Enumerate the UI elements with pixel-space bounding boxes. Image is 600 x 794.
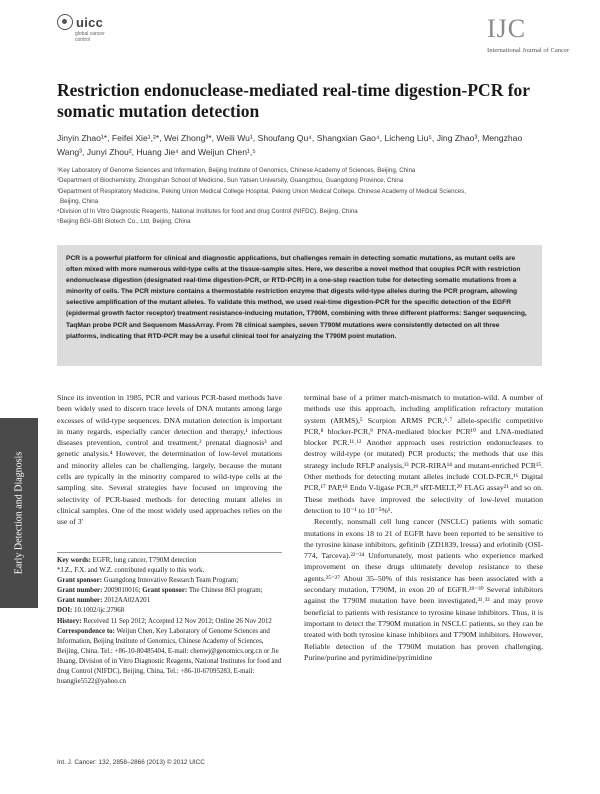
- body-paragraph: Recently, nonsmall cell lung cancer (NSCLC) patients with somatic mutations in exons 18 to 21 of EGFR have been reported to be sensitive to the tyrosine kinase inhibitors, gefitinib (ZD1839, Iressa) and erlotinib (OSI-774, Tarceva).²²⁻²⁴ Unfortunately, most patients who experience marked improvement on these drugs ultimately develop resistance to these agents.²⁵⁻²⁷ About 35–50% of this resistance has been associated with a secondary mutation, T790M, in exon 20 of EGFR.²⁸⁻³⁰ Several inhibitors against the T790M mutation have been investigated,³¹˒³² and may prove beneficial to patients with resistance to tyrosine kinase inhibitors. Thus, it is important to detect the T790M mutation in NSCLC patients, so they can be treated with both tyrosine kinase inhibitors and T790M inhibitors. However, Reliable detection of the T790M mutation has proven challenging. Purine/purine and pyrimidine/pyrimidine: [304, 517, 543, 662]
- history-line: [57, 617, 282, 627]
- page-footer: Int. J. Cancer: 132, 2858–2866 (2013) © 2012 UICC: [57, 759, 205, 766]
- grant-value: The Chinese 863 program;: [188, 587, 263, 595]
- body-paragraph: Since its invention in 1985, PCR and various PCR-based methods have been widely used to discern trace levels of DNA mutants among large excesses of wild-type sequences. DNA mutation detection is important in many regards, especially cancer detection and therapy,¹ infectious diseases prevention, control and treatment,² prenatal diagnosis³ and genetic analysis.⁴ However, the determination of low-level mutations and minority alleles can be challenging, largely, because the mutant cells are typically in the minority compared to wild-type cells at the sampling site. Several strategies have focused on improving the selectivity of PCR-based methods for detecting mutant alleles in clinical samples. One of the most widely used approaches relies on the use of 3′: [57, 393, 282, 527]
- equal-contribution-note: *J.Z., F.X. and W.Z. contributed equally to this work.: [57, 567, 205, 575]
- grant-label: Grant sponsor:: [57, 577, 102, 585]
- grant-number-label: Grant number:: [57, 587, 103, 595]
- section-sidebar-label: Early Detection and Diagnosis: [13, 451, 25, 575]
- doi-label: DOI:: [57, 607, 73, 615]
- journal-full-name: International Journal of Cancer: [487, 47, 570, 54]
- affiliation: ⁵Beijing BGI-GBI Biotech Co., Ltd, Beijing, China: [57, 218, 191, 226]
- section-sidebar: [0, 418, 38, 608]
- history-label: History:: [57, 617, 82, 625]
- keywords-value: EGFR, lung cancer, T790M detection: [92, 557, 197, 564]
- journal-abbreviation: IJC: [487, 14, 527, 43]
- article-notes: [57, 552, 282, 687]
- affiliation: ³Department of Respiratory Medicine, Peking Union Medical College Hospital, Peking Union Medical College, Chinese Academy of Medical Sciences,: [57, 187, 466, 195]
- author-list: Jinyin Zhao¹*, Feifei Xie¹,²*, Wei Zhong³*, Weili Wu¹, Shoufang Qu⁴, Shangxian Gao⁴, Licheng Liu⁵, Jing Zhao³, Mengzhao Wang³, Junyi Zhou², Huang Jie⁴ and Weijun Chen¹,⁵: [57, 133, 523, 157]
- affiliation: ²Department of Biochemistry, Zhongshan School of Medicine, Sun Yatsen University, Guangzhou, Guangdong Province, China: [57, 177, 404, 185]
- grant-line-1: [57, 576, 282, 586]
- doi-line: [57, 606, 282, 616]
- history-value: Received 11 Sep 2012; Accepted 12 Nov 2012; Online 26 Nov 2012: [83, 617, 272, 625]
- grant-label: Grant sponsor:: [142, 587, 188, 595]
- grant-line-2: [57, 586, 282, 606]
- doi-value[interactable]: 10.1002/ijc.27968: [74, 607, 125, 615]
- affiliation: ⁴Division of In Vitro Diagnostic Reagents, National Institutes for food and drug Control (NIFDC), Beijing, China: [57, 208, 358, 216]
- body-column-right: [304, 392, 543, 663]
- body-column-left: [57, 392, 282, 528]
- notes-divider: [57, 552, 282, 553]
- grant-value: Guangdong Innovative Research Team Program;: [103, 577, 239, 585]
- affiliation-continued: Beijing, China: [60, 197, 99, 205]
- grant-number-label: Grant number:: [57, 597, 103, 605]
- correspondence-line: [57, 627, 282, 688]
- keywords-line: [57, 556, 282, 566]
- grant-number-value: 2012AA02A201: [104, 597, 151, 605]
- correspondence-value: Weijun Chen, Key Laboratory of Genome Sciences and Information, Beijing Institute of Genomics, Chinese Academy of Sciences, Beijing, China. Tel.: +86-10-80485404, E-mail: chenwj@genomics.org.cn or Jie Huang, Division of in Vitro Diagnostic Reagents, National Institutes for food and drug Control (NIFDC), Beijing, China, Tel.: +86-10-67095283, E-mail: huangjie5522@yahoo.cn: [57, 627, 282, 686]
- abstract-box: PCR is a powerful platform for clinical and diagnostic applications, but challenges remain in detecting somatic mutations, as mutant cells are often mixed with more numerous wild-type cells at the tissue-sample sites. Here, we describe a novel method that couples PCR with restriction endonuclease digestion (designated real-time digestion-PCR, or RTD-PCR) in a one-step reaction tube for detecting somatic mutations from a minority of cells. The PCR mixture contains a thermostable restriction enzyme that digests wild-type alleles during the PCR program, allowing selective amplification of the mutant alleles. To validate this method, we used real-time digestion-PCR for the specific detection of the EGFR (epidermal growth factor receptor) treatment resistance-inducing mutation, T790M, combining with three different platforms: Sanger sequencing, TaqMan probe PCR and Sequenom MassArray. From 78 clinical samples, seven T790M mutations were consistently detected on all three platforms, indicating that RTD-PCR may be a useful clinical tool for analyzing the T790M point mutation.: [57, 245, 542, 366]
- affiliation: ¹Key Laboratory of Genome Sciences and Information, Beijing Institute of Genomics, Chinese Academy of Sciences, Beijing, China: [57, 167, 416, 174]
- uicc-logo-icon: [57, 14, 73, 30]
- grant-number-value: 2009010016;: [104, 587, 141, 595]
- article-title: Restriction endonuclease-mediated real-time digestion-PCR for somatic mutation detection: [57, 80, 530, 121]
- uicc-logo-word: uicc: [76, 15, 104, 30]
- uicc-logo-tagline: global cancer control: [75, 31, 105, 43]
- uicc-logo: [57, 12, 121, 48]
- body-paragraph: terminal base of a primer match-mismatch to mutation-wild. A number of methods use this approach, including amplification refractory mutation system (ARMS),⁵ Scorpion ARMS PCR,⁶˒⁷ allele-specific competitive PCR,⁸ blocker-PCR,⁹ PNA-mediated blocker PCR¹⁰ and LNA-mediated blocker PCR.¹¹˒¹² Another approach uses restriction endonucleases to destroy wild-type (or mutated) PCR products; the methods that use this strategy include RFLP analysis,¹³ PCR-RIRA¹⁴ and mutant-enriched PCR¹⁵. Other methods for detecting mutant alleles include COLD-PCR,¹⁶ Digital PCR,¹⁷ PAP,¹⁸ Endo V-ligase PCR,¹⁹ sRT-MELT,²⁰ FLAG assay²¹ and so on. These methods have improved the selectivity of low-level mutation detection to 10⁻¹ to 10⁻⁵%¹.: [304, 393, 543, 515]
- keywords-label: Key words:: [57, 557, 91, 564]
- affiliations: [57, 166, 547, 228]
- correspondence-label: Correspondence to:: [57, 627, 115, 635]
